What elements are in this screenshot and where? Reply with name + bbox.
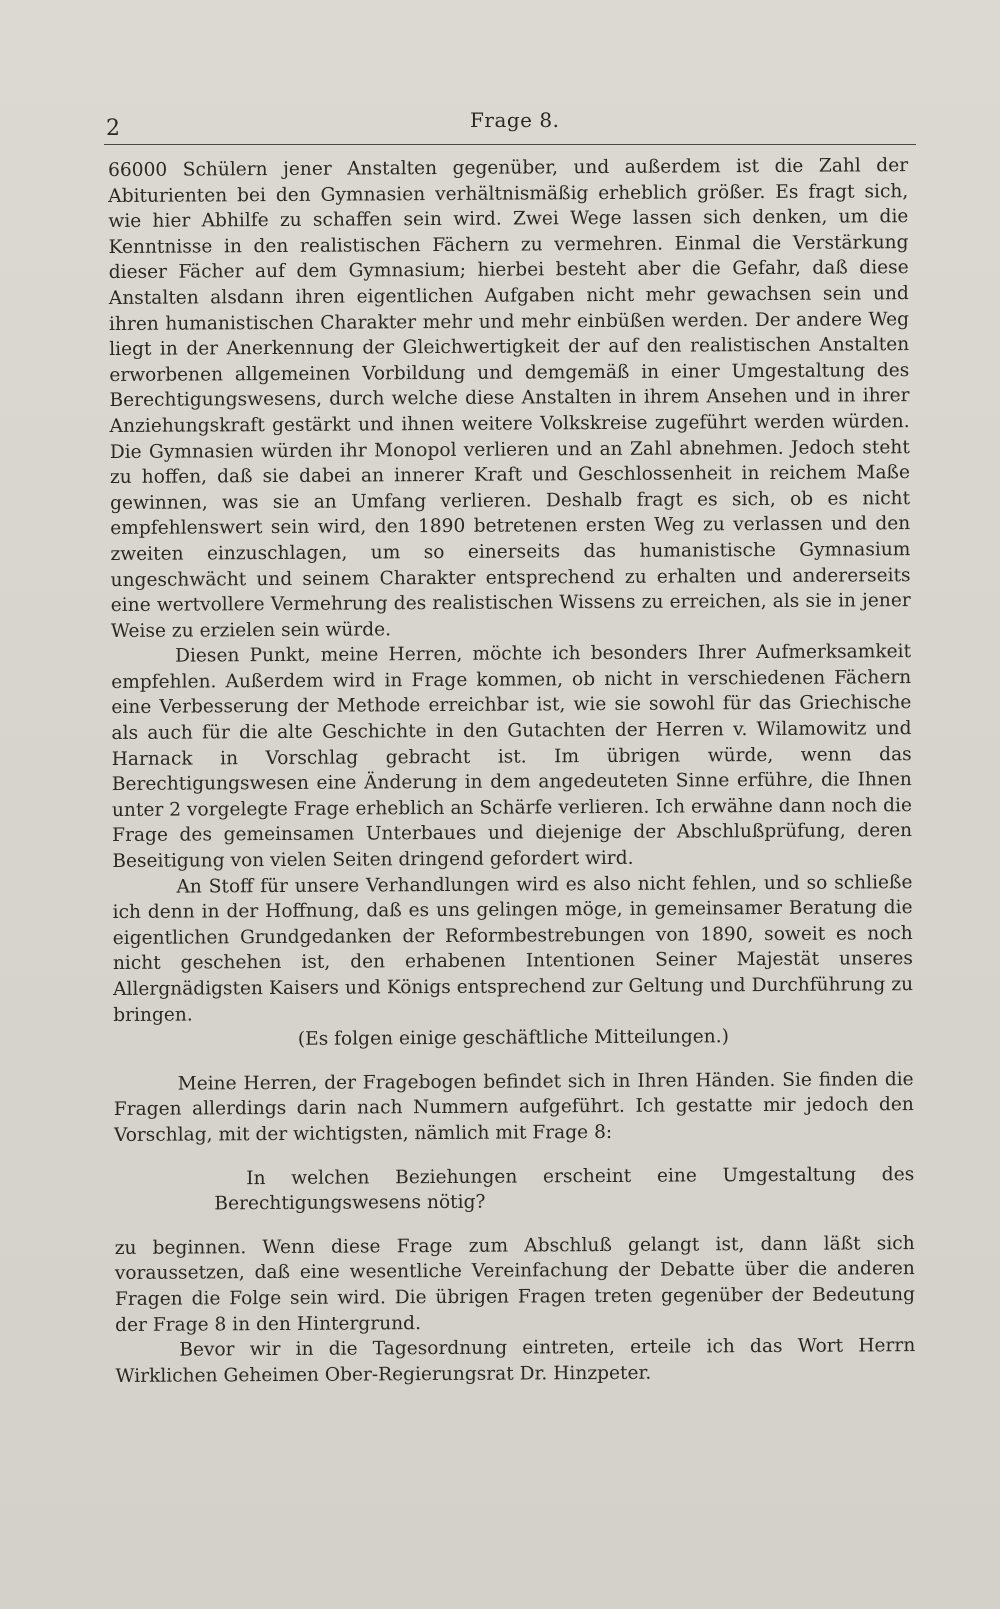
block-quote: In welchen Beziehungen erscheint eine Umgestaltung des Berechtigungswesens nötig? — [214, 1163, 915, 1215]
page-number: 2 — [106, 116, 120, 141]
paragraph: Bevor wir in die Tagesordnung eintreten, erteile ich das Wort Herrn Wirklichen Geheimen Ober-Regierungsrat Dr. Hinzpeter. — [115, 1335, 916, 1387]
body-text — [108, 153, 916, 1389]
paragraph: An Stoff für unsere Verhandlungen wird es also nicht fehlen, und so schließe ich denn in der Hoffnung, daß es uns gelingen möge, in gemeinsamer Beratung die eigentlichen Grundgedanken der Reformbestrebungen von 1890, soweit es noch nicht geschehen ist, den erhabenen Intentionen Seiner Majestät unseres Allergnädigsten Kaisers und Königs entsprechend zur Geltung und Durchführung zu bringen. — [112, 871, 914, 1026]
stage-direction: (Es folgen einige geschäftliche Mitteilungen.) — [297, 1026, 729, 1051]
paragraph: zu beginnen. Wenn diese Frage zum Abschluß gelangt ist, dann läßt sich voraussetzen, daß eine wesentliche Vereinfachung der Debatte über die anderen Fragen die Folge sein wird. Die übrigen Fragen treten gegenüber der Bedeutung der Frage 8 in den Hintergrund. — [114, 1232, 916, 1336]
paragraph: Meine Herren, der Fragebogen befindet sich in Ihren Händen. Sie finden die Fragen allerdings darin nach Nummern aufgeführt. Ich gestatte mir jedoch den Vorschlag, mit der wichtigsten, nämlich mit Frage 8: — [113, 1068, 914, 1146]
running-title: Frage 8. — [470, 108, 560, 132]
running-head — [104, 108, 916, 145]
paragraph: Diesen Punkt, meine Herren, möchte ich besonders Ihrer Aufmerksamkeit empfehlen. Außerdem wird in Frage kommen, ob nicht in verschiedenen Fächern eine Verbesserung der Methode erreichbar ist, wie sie sowohl für das Griechische als auch für die alte Geschichte in den Gutachten der Herren v. Wilamowitz und Harnack in Vorschlag gebracht ist. Im übrigen würde, wenn das Berechtigungswesen eine Änderung in dem angedeuteten Sinne erführe, die Ihnen unter 2 vorgelegte Frage erheblich an Schärfe verlieren. Ich erwähne dann noch die Frage des gemeinsamen Unterbaues und diejenige der Abschlußprüfung, deren Beseitigung von vielen Seiten dringend gefordert wird. — [111, 641, 913, 873]
paragraph: 66000 Schülern jener Anstalten gegenüber, und außerdem ist die Zahl der Abiturienten bei den Gymnasien verhältnismäßig erheblich größer. Es fragt sich, wie hier Abhilfe zu schaffen sein wird. Zwei Wege lassen sich denken, um die Kenntnisse in den realistischen Fächern zu vermehren. Einmal die Verstärkung dieser Fächer auf dem Gymnasium; hierbei besteht aber die Gefahr, daß diese Anstalten alsdann ihren eigentlichen Aufgaben nicht mehr gewachsen sein und ihren humanistischen Charakter mehr und mehr einbüßen werden. Der andere Weg liegt in der Anerkennung der Gleichwertigkeit der auf den realistischen Anstalten erworbenen allgemeinen Vorbildung und demgemäß in einer Umgestaltung des Berechtigungswesens, durch welche diese Anstalten in ihrem Ansehen und in ihrer Anziehungskraft gestärkt und ihnen weitere Volkskreise zugeführt werden würden. Die Gymnasien würden ihr Monopol verlieren und an Zahl abnehmen. Jedoch steht zu hoffen, daß sie dabei an innerer Kraft und Geschlossenheit in reichem Maße gewinnen, was sie an Umfang verlieren. Deshalb fragt es sich, ob es nicht empfehlenswert sein wird, den 1890 betretenen ersten Weg zu verlassen und den zweiten einzuschlagen, um so einerseits das humanistische Gymnasium ungeschwächt und seinem Charakter entsprechend zu erhalten und andererseits eine wertvollere Vermehrung des realistischen Wissens zu erreichen, als sie in jener Weise zu erzielen sein würde. — [108, 155, 911, 642]
